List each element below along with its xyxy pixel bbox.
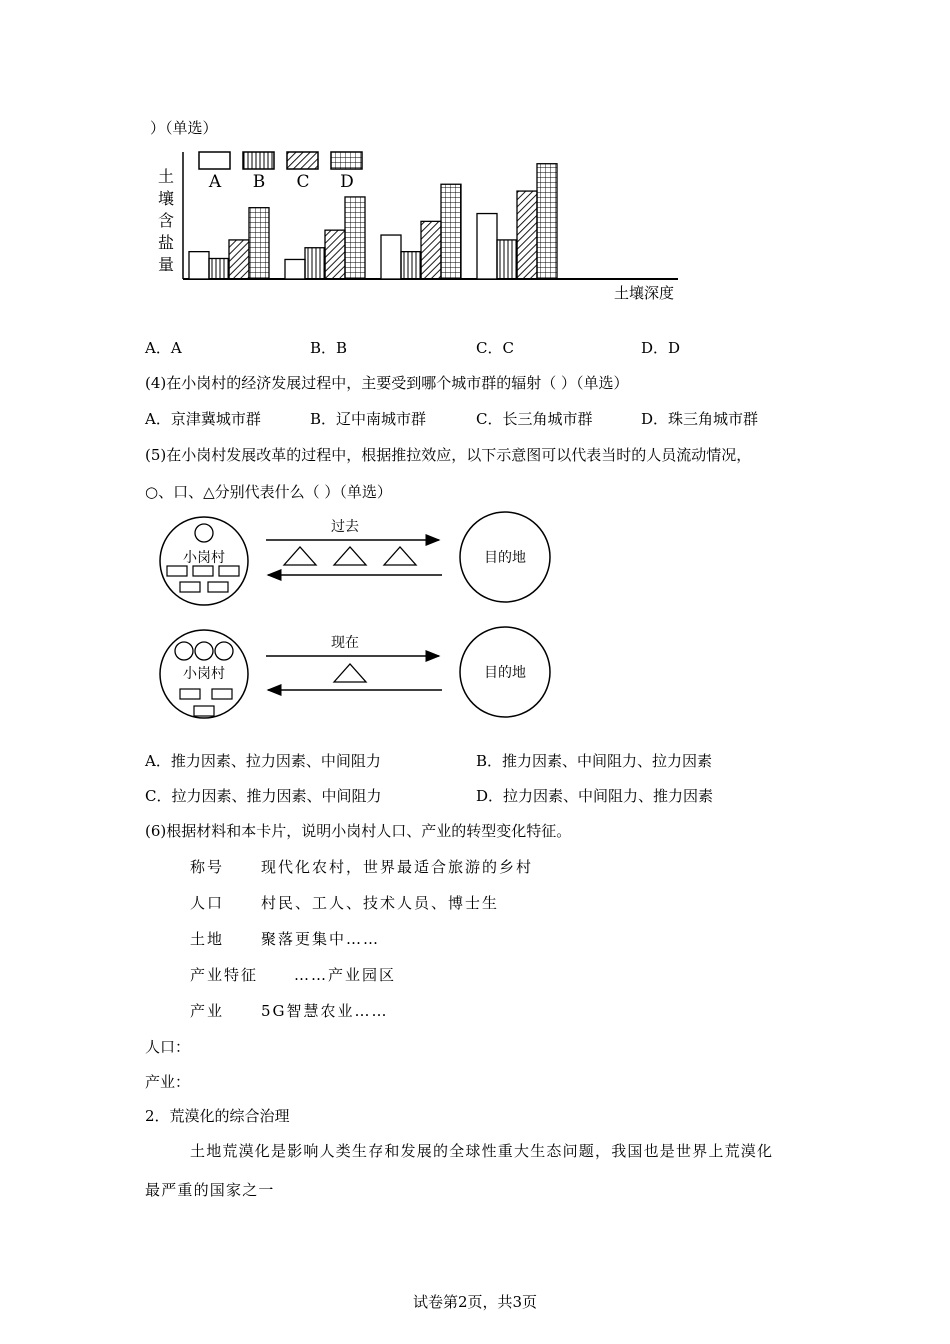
question-3-tail: ）（单选） [150,119,218,137]
bar-B-1 [209,258,229,279]
q5-option-d: D．拉力因素、中间阻力、推力因素 [476,787,714,805]
bar-D-4 [537,164,557,279]
bar-C-2 [325,230,345,279]
card-value: ……产业园区 [294,966,397,984]
bar-A-2 [285,259,305,279]
card-key: 产业特征 [190,966,259,984]
square-symbol [180,689,200,699]
circle-symbol [175,642,193,660]
q3-option-a: A．A [145,339,182,357]
y-axis-label [158,167,174,274]
circle-symbol [195,642,213,660]
answer-industry-label: 产业： [145,1073,191,1091]
bar-D-3 [441,184,461,279]
page-footer: 试卷第2页，共3页 [412,1293,538,1311]
circle-symbol [195,524,213,542]
legend-label-A: A [208,172,222,192]
q4-option-b: B．辽中南城市群 [310,410,427,428]
question-6-stem: (6)根据材料和本卡片，说明小岗村人口、产业的转型变化特征。 [145,822,572,840]
card-value: 聚落更集中…… [261,930,381,948]
card-value: 现代化农村，世界最适合旅游的乡村 [261,858,534,876]
legend-label-B: B [252,172,266,192]
square-symbol [212,689,232,699]
q3-option-c: C．C [476,339,514,357]
card-key: 称号 [190,858,225,876]
bars [189,164,557,279]
legend [199,152,362,192]
q5-option-b: B．推力因素、中间阻力、拉力因素 [476,752,713,770]
y-label-char: 土 [158,167,175,186]
destination-label: 目的地 [484,550,526,566]
past-row [160,512,550,605]
soil-salinity-chart [150,142,690,310]
square-symbol [219,566,239,576]
square-symbol [208,582,228,592]
legend-label-D: D [340,172,354,192]
past-label: 过去 [331,519,359,535]
now-row [160,627,550,718]
card-value: 5G智慧农业…… [261,1002,389,1020]
triangle-symbol [334,547,366,565]
bar-B-3 [401,252,421,279]
q4-option-c: C．长三角城市群 [476,410,593,428]
q5-option-c: C．拉力因素、推力因素、中间阻力 [145,787,382,805]
bar-B-2 [305,248,325,279]
bar-C-4 [517,191,537,279]
bar-C-1 [229,240,249,279]
section-2-paragraph-line1: 土地荒漠化是影响人类生存和发展的全球性重大生态问题，我国也是世界上荒漠化 [190,1142,774,1160]
y-label-char: 量 [158,255,175,274]
card-key: 产业 [190,1002,225,1020]
now-label: 现在 [331,635,359,651]
card-value: 村民、工人、技术人员、博士生 [261,894,500,912]
circle-symbol [215,642,233,660]
origin-label: 小岗村 [183,550,225,566]
y-label-char: 壤 [158,189,175,208]
triangle-symbol [384,547,416,565]
question-5-stem-line2: ○、口、△分别代表什么（ ）（单选） [145,483,392,501]
origin-label: 小岗村 [183,666,225,682]
bar-C-3 [421,221,441,279]
legend-swatch-D [331,152,362,169]
triangle-symbol [284,547,316,565]
bar-A-1 [189,252,209,279]
legend-label-C: C [296,172,310,192]
section-2-title: 2．荒漠化的综合治理 [145,1107,290,1125]
answer-population-label: 人口： [145,1038,191,1056]
legend-swatch-B [243,152,274,169]
square-symbol [167,566,187,576]
q5-option-a: A．推力因素、拉力因素、中间阻力 [145,752,381,770]
q4-option-a: A．京津冀城市群 [145,410,261,428]
triangle-symbol [334,664,366,682]
q4-option-d: D．珠三角城市群 [641,410,759,428]
bar-A-3 [381,235,401,279]
push-pull-diagram [150,510,570,728]
card-key: 土地 [190,930,225,948]
x-axis-label: 土壤深度 [614,284,675,302]
square-symbol [193,566,213,576]
question-4-stem: (4)在小岗村的经济发展过程中，主要受到哪个城市群的辐射（ ）（单选） [145,374,629,392]
destination-label: 目的地 [484,665,526,681]
y-label-char: 盐 [158,233,175,252]
question-5-stem-line1: (5)在小岗村发展改革的过程中，根据推拉效应，以下示意图可以代表当时的人员流动情况， [145,446,752,464]
bar-D-1 [249,208,269,279]
square-symbol [180,582,200,592]
legend-swatch-A [199,152,230,169]
bar-A-4 [477,214,497,279]
bar-B-4 [497,240,517,279]
bar-D-2 [345,197,365,279]
q3-option-b: B．B [310,339,348,357]
legend-swatch-C [287,152,318,169]
square-symbol [194,706,214,716]
y-label-char: 含 [158,211,175,230]
section-2-paragraph-line2: 最严重的国家之一 [145,1181,275,1199]
q3-option-d: D．D [641,339,681,357]
card-key: 人口 [190,894,225,912]
